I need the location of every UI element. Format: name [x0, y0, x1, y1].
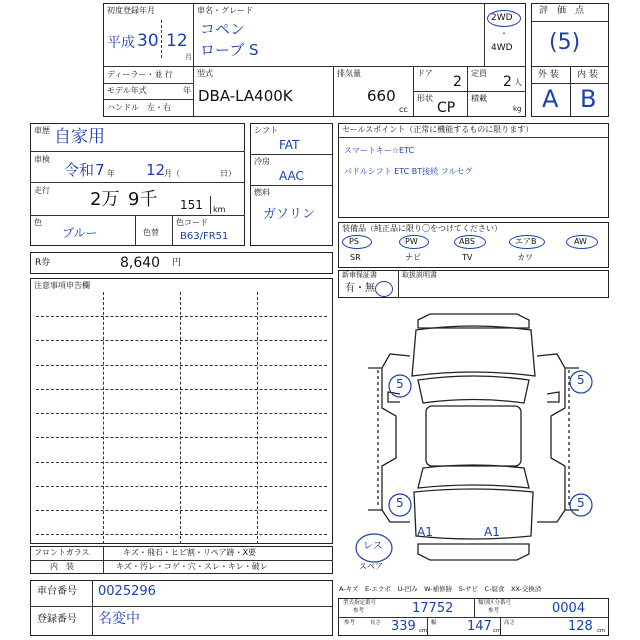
notes-box	[30, 278, 333, 544]
spare-less-mark: レス	[363, 541, 383, 552]
inspection-month: 12	[146, 161, 166, 179]
model-year-unit: 年	[183, 86, 191, 95]
color-code-label: 色コード	[176, 218, 208, 227]
mileage-sen: 9千	[128, 189, 158, 210]
sales-points-line1: スマートキー☆ETC	[344, 146, 415, 155]
equip-leather: カワ	[517, 253, 533, 262]
equip-sr: SR	[350, 253, 361, 262]
car-name-label: 車名・グレード	[197, 6, 253, 15]
notes-row10	[36, 534, 327, 535]
score-value: (5)	[549, 30, 581, 55]
front-glass-label: フロントガラス	[34, 548, 90, 557]
equip-pw: PW	[405, 237, 418, 246]
chassis-number: 0025296	[98, 584, 156, 599]
class-label: 類別区分番号	[478, 600, 512, 606]
type-cert-label: 型式指定番号	[343, 600, 377, 606]
damage-note-vdiv	[103, 546, 104, 574]
class-number: 0004	[552, 601, 586, 616]
sales-points-label: セールスポイント（正常に機能するものに限ります）	[342, 125, 534, 134]
color-chg-label: 色替	[143, 228, 159, 237]
type-cert-number: 17752	[412, 601, 454, 616]
drive-dot: ・	[500, 29, 508, 38]
car-grade: ローブ S	[200, 41, 259, 59]
inspection-year: 7	[95, 161, 105, 179]
damage-a1-left: A1	[417, 525, 433, 539]
usage-div2	[30, 182, 245, 183]
shift-label: シフト	[254, 126, 278, 135]
exterior-grade: A	[542, 85, 559, 113]
warranty-vdiv	[398, 270, 399, 298]
inspection-label: 車検	[34, 155, 50, 164]
drive-4wd: 4WD	[491, 43, 513, 53]
displacement: 660	[367, 87, 396, 105]
notes-row1	[36, 316, 327, 317]
notes-row3	[36, 365, 327, 366]
header-vdivider2	[333, 66, 334, 117]
recycle-value: 8,640	[120, 255, 161, 271]
equipment-label: 装備品（純正品に限り〇をつけてください）	[342, 224, 502, 233]
height-value: 128	[568, 619, 593, 634]
notes-row6	[36, 437, 327, 438]
header-divider	[103, 66, 526, 67]
notes-row5	[36, 413, 327, 414]
door-label: ドア	[417, 69, 433, 78]
shift-value: FAT	[279, 138, 300, 152]
length-label: 長さ	[370, 620, 382, 626]
warranty-label: 新車保証書	[342, 271, 377, 279]
doors: 2	[453, 74, 462, 90]
length-unit: cm	[419, 628, 428, 634]
dealer-label: ディーラー・並 行	[107, 70, 173, 79]
notes-label: 注意事項申告欄	[34, 281, 90, 290]
notes-row4	[36, 389, 327, 390]
interior-note-text: キズ・汚レ・コゲ・穴・スレ・キレ・破レ	[116, 562, 268, 571]
interior-grade: B	[580, 85, 597, 113]
inspection-era: 令和	[64, 161, 95, 179]
recycle-box	[30, 252, 333, 274]
shape: CP	[437, 100, 456, 116]
equip-tv: TV	[462, 253, 473, 262]
notes-col3	[257, 292, 258, 544]
header-row-divider	[103, 83, 193, 84]
usage-div1	[30, 151, 245, 152]
chassis-vdiv	[92, 580, 93, 636]
cert-div	[338, 617, 609, 618]
tire-rr-mark: 5	[577, 496, 585, 510]
mileage-extra: 151	[180, 198, 203, 212]
inspection-month-unit: 月（	[164, 169, 180, 178]
warranty-circle	[375, 281, 393, 297]
equip-navi: ナビ	[405, 253, 421, 262]
spare-label: スペア	[359, 562, 383, 571]
recycle-label: R券	[35, 258, 51, 268]
ac-value: AAC	[279, 169, 304, 183]
chassis-div	[30, 606, 333, 607]
first-reg-era: 平成	[107, 35, 135, 51]
score-label: 評 価 点	[539, 6, 585, 16]
header-vdivider	[193, 3, 194, 117]
reg-label: 登録番号	[37, 614, 77, 625]
reg-number: 名変中	[98, 611, 140, 627]
inspection-day-unit: 日）	[220, 169, 236, 178]
usage-vdiv2	[172, 215, 173, 246]
tire-fr-mark: 5	[577, 373, 585, 387]
model-label: 型式	[197, 69, 213, 78]
notes-row9	[36, 510, 327, 511]
ac-label: 冷房	[254, 157, 270, 166]
tire-rl-mark: 5	[396, 496, 404, 510]
usage-vdiv1	[135, 215, 136, 246]
displacement-label: 排気量	[337, 69, 361, 78]
damage-a1-right: A1	[484, 525, 500, 539]
sales-div	[338, 137, 609, 138]
capacity-unit: 人	[514, 78, 522, 87]
car-name: コペン	[200, 20, 246, 38]
notes-row7	[36, 462, 327, 463]
warranty-value: 有・無	[345, 283, 375, 294]
cert-vdiv1	[474, 598, 475, 617]
inspection-year-unit: 年	[107, 169, 115, 178]
color-value: ブルー	[62, 226, 98, 240]
shape-label: 形状	[417, 94, 433, 103]
type-cert-ref: 参考	[353, 608, 365, 614]
score-vdiv	[570, 66, 571, 117]
length-value: 339	[391, 619, 416, 634]
usage-value: 自家用	[54, 127, 105, 147]
equip-ps: PS	[349, 237, 359, 246]
shift-div2	[250, 185, 333, 186]
equip-aw: AW	[574, 237, 587, 246]
usage-div3	[30, 215, 245, 216]
recycle-unit: 円	[172, 258, 182, 268]
tire-fl-mark: 5	[396, 377, 404, 391]
height-unit: cm	[597, 628, 606, 634]
month-unit: 月	[185, 53, 192, 61]
mileage-man: 2万	[90, 189, 120, 210]
notes-col1	[103, 292, 104, 544]
notes-row8	[36, 486, 327, 487]
cc-unit: cc	[399, 105, 408, 114]
capacity: 2	[503, 74, 512, 90]
usage-label: 車歴	[34, 126, 50, 135]
length-ref: 参考	[344, 620, 356, 626]
interior-label: 内 装	[577, 70, 598, 80]
front-glass-text: キズ・飛石・ヒビ割・リペア跡・X要	[123, 548, 257, 557]
damage-legend: A-キズ E-エクボ U-凹み W-補修跡 S-サビ C-腐食 XX-交換済	[339, 585, 542, 593]
height-label: 高さ	[504, 620, 516, 626]
fuel-value: ガソリン	[263, 207, 316, 222]
color-code: B63/FR51	[180, 231, 229, 242]
capacity-label: 定員	[471, 69, 487, 78]
manual-label: 取扱説明書	[402, 271, 437, 279]
model-code: DBA-LA400K	[198, 87, 293, 105]
color-label: 色	[34, 218, 42, 227]
equip-abs: ABS	[459, 237, 475, 246]
mileage-label: 走行	[34, 186, 50, 195]
first-reg-year: 30	[137, 31, 159, 51]
equip-airbag: エアB	[515, 237, 537, 246]
shift-div1	[250, 154, 333, 155]
header-row-divider2	[103, 99, 193, 100]
drive-2wd: 2WD	[491, 13, 513, 23]
dashed-sep	[161, 20, 162, 58]
km-unit: km	[213, 205, 226, 214]
width-unit: cm	[493, 628, 502, 634]
first-reg-label: 初度登録年月	[107, 6, 155, 15]
km-sep	[210, 196, 211, 214]
score-div1	[531, 21, 609, 22]
class-ref: 参考	[488, 608, 500, 614]
notes-row2	[36, 340, 327, 341]
first-reg-month: 12	[166, 31, 188, 51]
sales-points-line2: パドルシフト ETC BT接続 フルセグ	[344, 167, 473, 176]
weight-label: 積載	[471, 94, 487, 103]
car-diagram	[338, 298, 609, 576]
exterior-label: 外 装	[538, 70, 559, 80]
width-value: 147	[467, 619, 492, 634]
chassis-label: 車台番号	[37, 586, 77, 597]
weight-unit: kg	[513, 105, 522, 113]
fuel-label: 燃料	[254, 188, 270, 197]
interior-note-label: 内 装	[50, 562, 74, 571]
damage-note-div	[30, 560, 333, 561]
header-vdivider5	[484, 3, 485, 66]
notes-col2	[180, 292, 181, 544]
model-year-label: モデル年式	[107, 86, 147, 95]
width-label: 幅	[431, 620, 437, 626]
header-row-divider3	[413, 91, 526, 92]
handle-label: ハンドル 左・右	[107, 103, 171, 112]
